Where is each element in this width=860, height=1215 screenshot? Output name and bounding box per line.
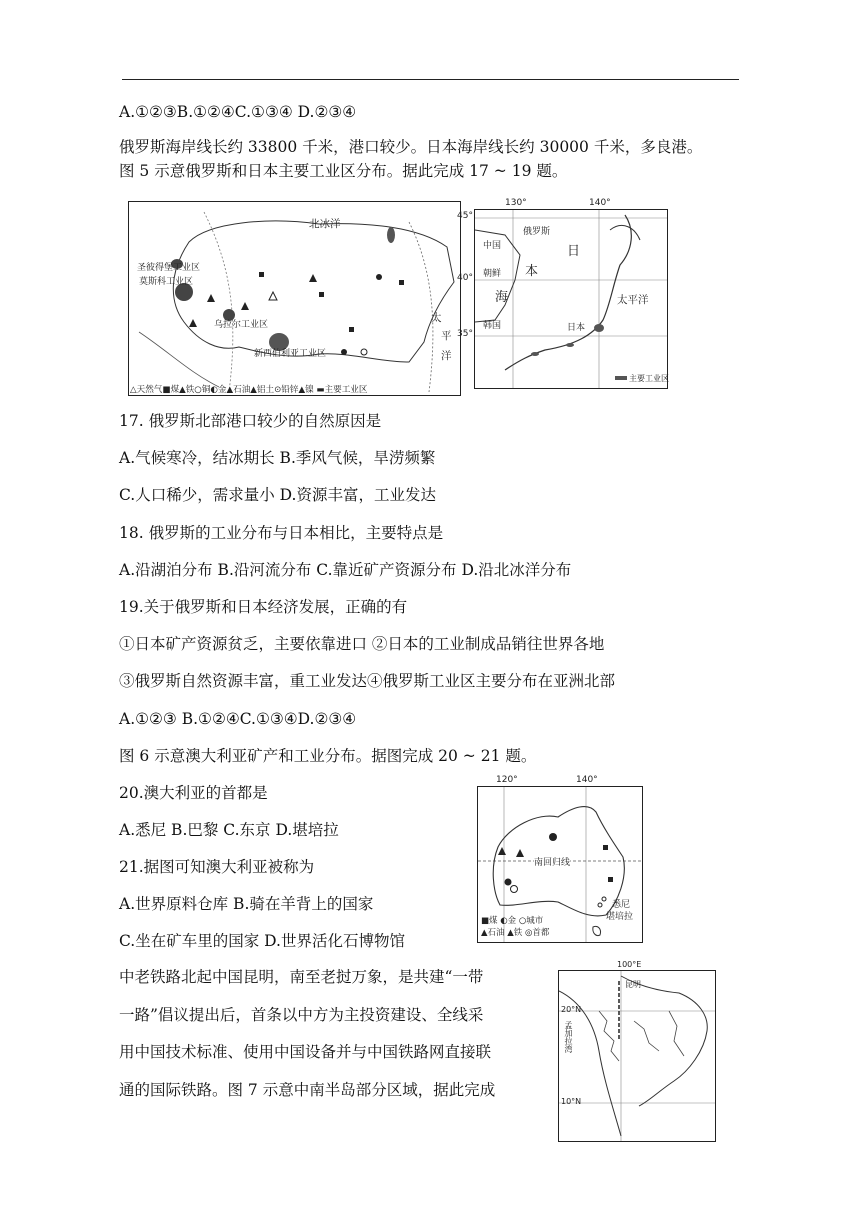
st-petersburg-industrial-label: 圣彼得堡工业区 (137, 263, 201, 273)
question-21-options-ab: A.世界原料仓库 B.骑在羊背上的国家 (119, 895, 374, 913)
question-21: 21.据图可知澳大利亚被称为 (119, 858, 315, 876)
moscow-industrial-label: 莫斯科工业区 (139, 277, 194, 287)
lon-120-label: 120° (496, 775, 518, 785)
question-18: 18. 俄罗斯的工业分布与日本相比，主要特点是 (119, 524, 444, 542)
question-19: 19.关于俄罗斯和日本经济发展，正确的有 (119, 598, 408, 616)
tropic-of-capricorn-label: 南回归线 (534, 855, 570, 868)
indochina-map (558, 960, 716, 1142)
pacific-label-2: 平 (441, 330, 452, 342)
pacific-ocean-label: 太平洋 (617, 294, 649, 306)
china-label: 中国 (483, 241, 502, 251)
australia-legend-1: ■煤 ◐金 ○城市 (481, 916, 544, 926)
question-21-options-cd: C.坐在矿车里的国家 D.世界活化石博物馆 (119, 932, 405, 950)
lon-140-label: 140° (576, 775, 598, 785)
intro-line-2: 图 5 示意俄罗斯和日本主要工业区分布。据此完成 17 ~ 19 题。 (119, 162, 568, 180)
intro-line-1: 俄罗斯海岸线长约 33800 千米，港口较少。日本海岸线长约 30000 千米，多良港。 (119, 138, 703, 156)
question-20: 20.澳大利亚的首都是 (119, 784, 268, 802)
question-19-statement-2: ③俄罗斯自然资源丰富，重工业发达④俄罗斯工业区主要分布在亚洲北部 (119, 672, 616, 690)
q16-options: A.①②③B.①②④C.①③④ D.②③④ (119, 103, 357, 121)
paragraph-line-4: 通的国际铁路。图 7 示意中南半岛部分区域，据此完成 (119, 1081, 496, 1099)
question-17-options-cd: C.人口稀少，需求量小 D.资源丰富，工业发达 (119, 486, 436, 504)
lon-130-label: 130° (505, 198, 527, 208)
sea-of-japan-label-2: 本 (525, 264, 539, 279)
australia-map (477, 775, 643, 943)
russia-map (128, 201, 461, 396)
north-korea-label: 朝鲜 (483, 269, 502, 279)
question-19-statement-1: ①日本矿产资源贫乏，主要依靠进口 ②日本的工业制成品销往世界各地 (119, 635, 605, 653)
sea-of-japan-label-1: 日 (567, 244, 581, 259)
russia-label: 俄罗斯 (523, 227, 551, 237)
ural-industrial-label: 乌拉尔工业区 (214, 320, 269, 330)
lat-10n-label: 10°N (561, 1097, 582, 1106)
canberra-label: 堪培拉 (606, 912, 634, 922)
south-korea-label: 韩国 (483, 321, 502, 331)
paragraph-line-3: 用中国技术标准、使用中国设备并与中国铁路网直接联 (119, 1043, 492, 1061)
indochina-map-drawing (559, 971, 715, 1141)
japan-label: 日本 (567, 323, 586, 333)
lon-140-label: 140° (589, 198, 611, 208)
japan-map-legend: 主要工业区 (629, 374, 669, 383)
japan-map (457, 198, 669, 389)
question-17-options-ab: A.气候寒冷，结冰期长 B.季风气候，旱涝频繁 (119, 449, 436, 467)
figure-6-intro: 图 6 示意澳大利亚矿产和工业分布。据图完成 20 ~ 21 题。 (119, 747, 537, 765)
paragraph-line-1: 中老铁路北起中国昆明，南至老挝万象，是共建“一带 (119, 968, 484, 986)
header-rule (122, 79, 739, 80)
lat-45-label: 45° (457, 211, 473, 221)
russia-map-legend: △天然气■煤▲铁○铜◐金▲石油▲铝土⊙铅锌▲镍 ▬主要工业区 (130, 385, 368, 395)
paragraph-line-2: 一路”倡议提出后，首条以中方为主投资建设、全线采 (119, 1006, 484, 1024)
question-20-options: A.悉尼 B.巴黎 C.东京 D.堪培拉 (119, 821, 339, 839)
kunming-label: 昆明 (625, 980, 641, 989)
arctic-ocean-label: 北冰洋 (309, 218, 341, 230)
pacific-label-1: 太 (431, 312, 442, 324)
question-17: 17. 俄罗斯北部港口较少的自然原因是 (119, 412, 382, 430)
question-19-options: A.①②③ B.①②④C.①③④D.②③④ (119, 710, 357, 728)
lat-40-label: 40° (457, 273, 473, 283)
russia-map-drawing (129, 202, 460, 395)
australia-legend-2: ▲石油 ▲铁 ◎首都 (481, 928, 550, 938)
lat-35-label: 35° (457, 329, 473, 339)
lon-100e-label: 100°E (617, 960, 642, 969)
bay-of-bengal-label: 孟加拉湾 (564, 1021, 573, 1053)
question-18-options: A.沿湖泊分布 B.沿河流分布 C.靠近矿产资源分布 D.沿北冰洋分布 (119, 561, 572, 579)
novosibirsk-industrial-label: 新西伯利亚工业区 (254, 349, 327, 359)
sydney-label: 悉尼 (612, 900, 631, 910)
sea-of-japan-label-3: 海 (495, 290, 509, 305)
pacific-label-3: 洋 (441, 350, 452, 362)
lat-20n-label: 20°N (561, 1005, 582, 1014)
